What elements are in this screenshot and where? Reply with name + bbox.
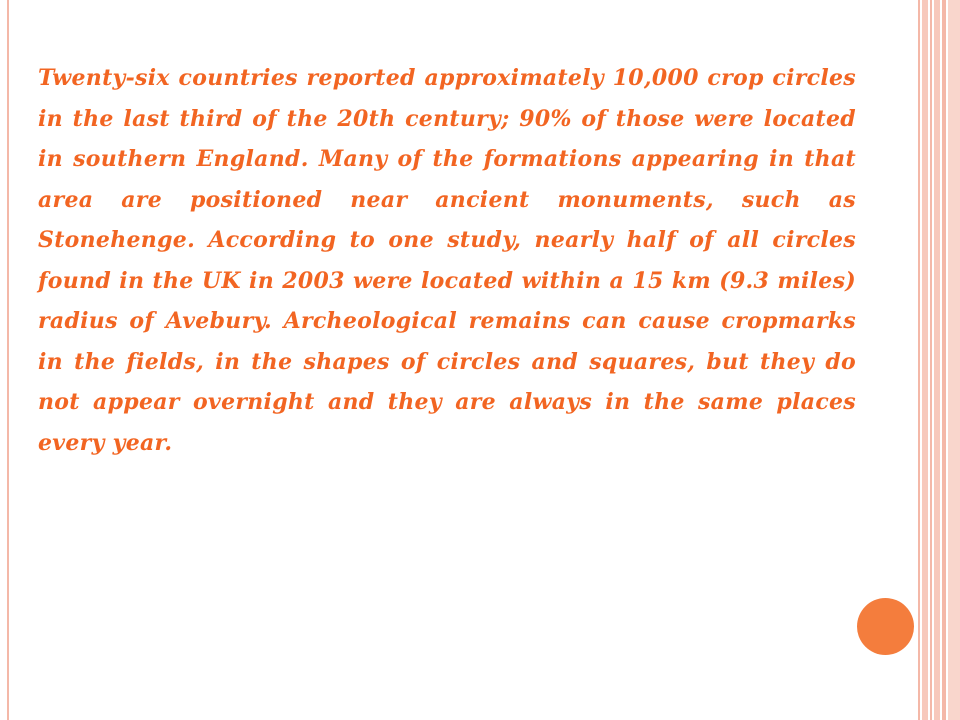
left-border-line — [7, 0, 9, 720]
decorative-circle — [857, 598, 914, 655]
slide-body-text: Twenty-six countries reported approximately 10,000 crop circles in the last third of the 20th century; 90% of those were located in southern England. Many of the formations appearing in that area are positioned near ancient monuments, such as Stonehenge. According to one study, nearly half of all circles found in the UK in 2003 were located within a 15 km (9.3 miles) radius of Avebury. Archeological remains can cause cropmarks in the fields, in the shapes of circles and squares, but they do not appear overnight and they are always in the same places every year. — [38, 65, 856, 456]
right-stripe — [922, 0, 928, 720]
right-stripe — [934, 0, 940, 720]
right-stripe — [930, 0, 932, 720]
right-stripe — [942, 0, 946, 720]
right-stripe — [948, 0, 960, 720]
right-stripe — [918, 0, 920, 720]
